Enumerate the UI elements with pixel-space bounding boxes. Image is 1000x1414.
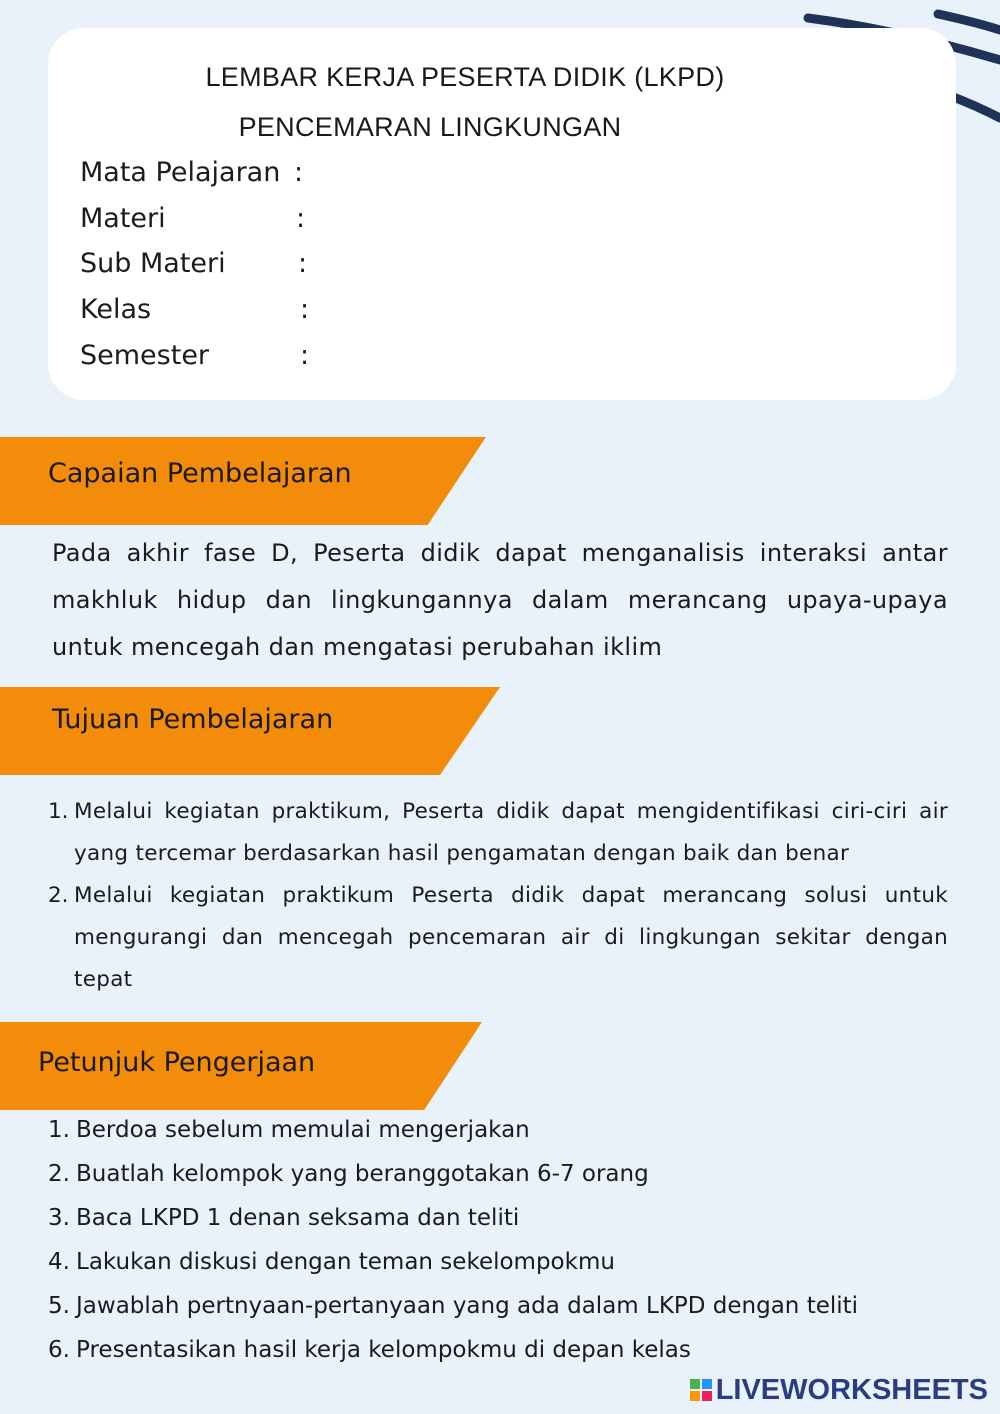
- capaian-heading: Capaian Pembelajaran: [48, 458, 352, 489]
- list-item-number: 4.: [48, 1249, 70, 1275]
- tujuan-heading: Tujuan Pembelajaran: [52, 704, 334, 735]
- list-item: [48, 791, 948, 875]
- petunjuk-heading: Petunjuk Pengerjaan: [38, 1047, 316, 1078]
- field-colon: :: [298, 248, 308, 279]
- field-label-mata-pelajaran: Mata Pelajaran: [80, 157, 281, 188]
- liveworksheets-icon: [690, 1379, 712, 1401]
- list-item: [48, 1240, 948, 1284]
- list-item-number: 5.: [48, 1293, 70, 1319]
- field-label-semester: Semester: [80, 340, 210, 371]
- list-item: [48, 875, 948, 1001]
- field-label-materi: Materi: [80, 203, 166, 234]
- field-label-kelas: Kelas: [80, 294, 152, 325]
- list-item-text: Melalui kegiatan praktikum, Peserta didik dapat mengidentifikasi ciri-ciri air yang tercemar berdasarkan hasil pengamatan dengan baik dan benar: [74, 799, 948, 866]
- list-item-number: 2.: [48, 1161, 70, 1187]
- list-item-number: 6.: [48, 1337, 70, 1363]
- list-item-text: Baca LKPD 1 denan seksama dan teliti: [76, 1205, 520, 1231]
- tujuan-list: [48, 791, 948, 1001]
- list-item-text: Presentasikan hasil kerja kelompokmu di depan kelas: [76, 1337, 691, 1363]
- capaian-text: Pada akhir fase D, Peserta didik dapat menganalisis interaksi antar makhluk hidup dan lingkungannya dalam merancang upaya-upaya untuk mencegah dan mengatasi perubahan iklim: [52, 539, 948, 661]
- list-item: [48, 1196, 948, 1240]
- list-item: [48, 1328, 948, 1372]
- field-colon: :: [294, 157, 304, 188]
- list-item-text: Buatlah kelompok yang beranggotakan 6-7 orang: [76, 1161, 649, 1187]
- petunjuk-list: [48, 1108, 948, 1372]
- list-item: [48, 1152, 948, 1196]
- list-item-text: Lakukan diskusi dengan teman sekelompokmu: [76, 1249, 615, 1275]
- logo-text: LIVEWORKSHEETS: [715, 1373, 988, 1406]
- field-label-sub-materi: Sub Materi: [80, 248, 226, 279]
- list-item-text: Berdoa sebelum memulai mengerjakan: [76, 1117, 530, 1143]
- list-item-number: 3.: [48, 1205, 70, 1231]
- list-item-text: Jawablah pertnyaan-pertanyaan yang ada dalam LKPD dengan teliti: [76, 1293, 859, 1319]
- field-colon: :: [296, 203, 306, 234]
- field-colon: :: [300, 294, 310, 325]
- list-item: [48, 1108, 948, 1152]
- list-item-number: 1.: [48, 1117, 70, 1143]
- worksheet-subtitle: PENCEMARAN LINGKUNGAN: [238, 112, 622, 142]
- list-item-number: 1.: [48, 799, 69, 824]
- list-item: [48, 1284, 948, 1328]
- field-colon: :: [300, 340, 310, 371]
- list-item-text: Melalui kegiatan praktikum Peserta didik dapat merancang solusi untuk mengurangi dan mencegah pencemaran air di lingkungan sekitar dengan tepat: [74, 883, 948, 992]
- liveworksheets-logo[interactable]: [690, 1372, 988, 1408]
- worksheet-title: LEMBAR KERJA PESERTA DIDIK (LKPD): [205, 62, 725, 92]
- list-item-number: 2.: [48, 883, 69, 908]
